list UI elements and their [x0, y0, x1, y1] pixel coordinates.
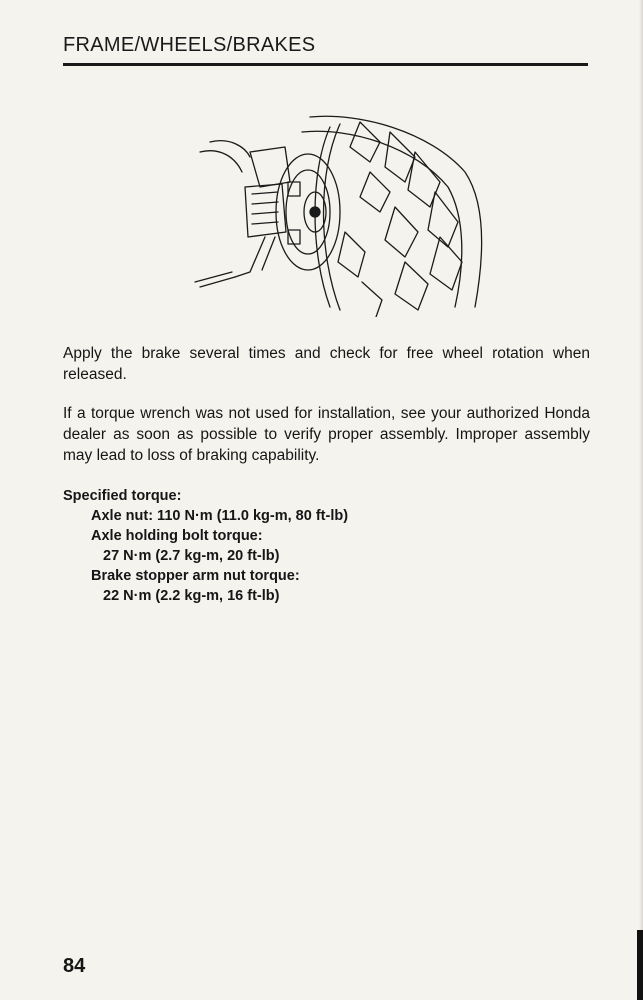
section-title: FRAME/WHEELS/BRAKES: [63, 34, 316, 56]
spec-heading: Specified torque:: [63, 488, 182, 504]
page-edge: [639, 0, 643, 1000]
torque-wrench-paragraph: If a torque wrench was not used for installation, see your authorized Honda dealer as soon as possible to verify proper assembly. Improper assembly may lead to loss of braking capability.: [63, 405, 590, 464]
brake-stopper-label: Brake stopper arm nut torque:: [91, 568, 300, 584]
page-number: 84: [63, 955, 86, 977]
page-edge-mark: [637, 930, 643, 1000]
axle-holding-bolt-value: 27 N·m (2.7 kg-m, 20 ft-lb): [103, 548, 280, 564]
brake-check-paragraph: Apply the brake several times and check for free wheel rotation when released.: [63, 345, 590, 383]
page-header: [63, 34, 588, 66]
axle-nut-spec: Axle nut: 110 N·m (11.0 kg-m, 80 ft-lb): [91, 508, 349, 524]
axle-holding-bolt-label: Axle holding bolt torque:: [91, 528, 263, 544]
specified-torque-block: [63, 486, 583, 606]
header-rule: [63, 63, 588, 66]
show-through-text: [64, 92, 594, 111]
wheel-hub-illustration: [190, 112, 485, 317]
brake-stopper-value: 22 N·m (2.2 kg-m, 16 ft-lb): [103, 588, 280, 604]
